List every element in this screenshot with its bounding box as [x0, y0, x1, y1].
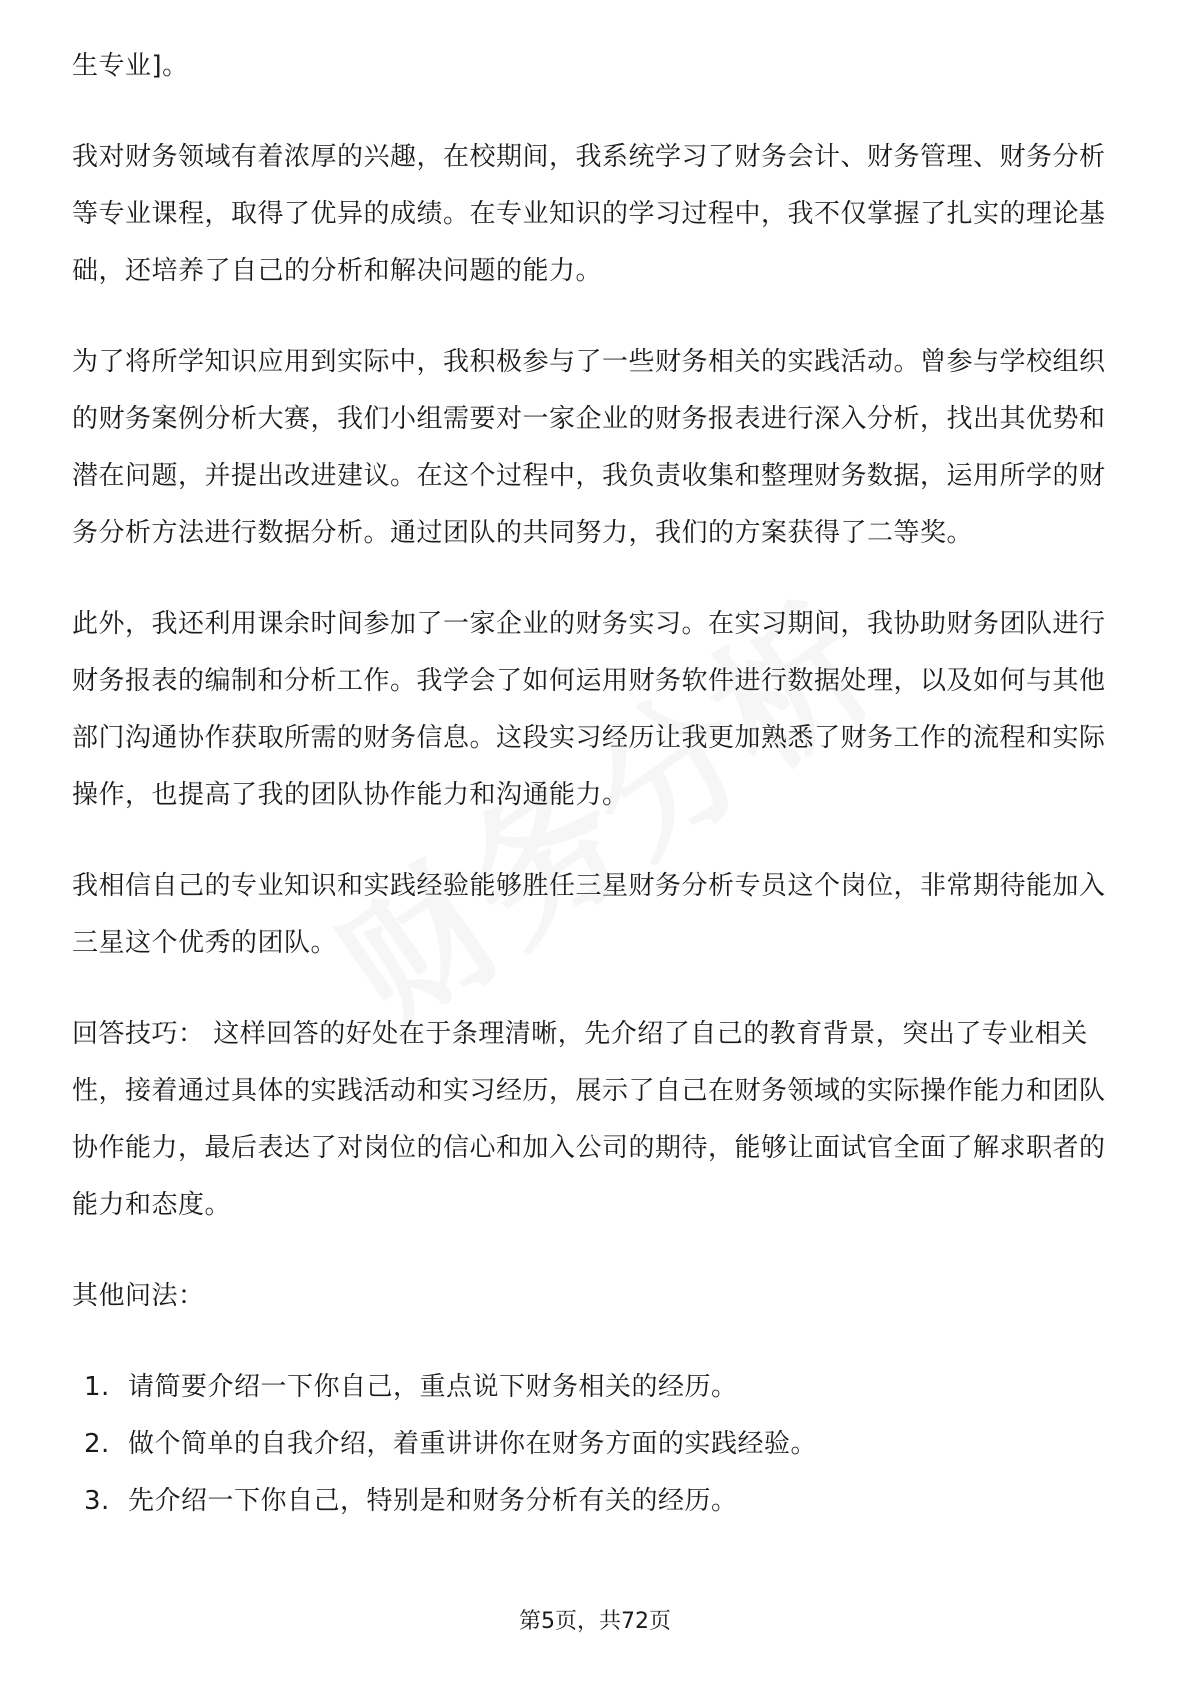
list-item-text: 做个简单的自我介绍，着重讲讲你在财务方面的实践经验。: [128, 1429, 818, 1459]
paragraph-other-questions-heading: 其他问法：: [72, 1281, 205, 1311]
list-item: [72, 1473, 1122, 1530]
list-item-number: 2.: [84, 1429, 110, 1459]
paragraph-answer-tips: 回答技巧： 这样回答的好处在于条理清晰，先介绍了自己的教育背景，突出了专业相关性，接着通过具体的实践活动和实习经历，展示了自己在财务领域的实际操作能力和团队协作能力，最后表达了对岗位的信心和加入公司的期待，能够让面试官全面了解求职者的能力和态度。: [72, 1019, 1106, 1220]
paragraph-practice: 为了将所学知识应用到实际中，我积极参与了一些财务相关的实践活动。曾参与学校组织的财务案例分析大赛，我们小组需要对一家企业的财务报表进行深入分析，找出其优势和潜在问题，并提出改进建议。在这个过程中，我负责收集和整理财务数据，运用所学的财务分析方法进行数据分析。通过团队的共同努力，我们的方案获得了二等奖。: [72, 347, 1106, 548]
paragraph-conclusion: 我相信自己的专业知识和实践经验能够胜任三星财务分析专员这个岗位，非常期待能加入三星这个优秀的团队。: [72, 871, 1106, 958]
alt-questions-list: [72, 1359, 1122, 1530]
list-item-text: 请简要介绍一下你自己，重点说下财务相关的经历。: [128, 1372, 738, 1402]
paragraph-internship: 此外，我还利用课余时间参加了一家企业的财务实习。在实习期间，我协助财务团队进行财务报表的编制和分析工作。我学会了如何运用财务软件进行数据处理，以及如何与其他部门沟通协作获取所需的财务信息。这段实习经历让我更加熟悉了财务工作的流程和实际操作，也提高了我的团队协作能力和沟通能力。: [72, 609, 1106, 810]
paragraph-interest: 我对财务领域有着浓厚的兴趣，在校期间，我系统学习了财务会计、财务管理、财务分析等专业课程，取得了优异的成绩。在专业知识的学习过程中，我不仅掌握了扎实的理论基础，还培养了自己的分析和解决问题的能力。: [72, 142, 1106, 286]
list-item-number: 3.: [84, 1486, 110, 1516]
page-number-footer: 第5页，共72页: [519, 1609, 671, 1634]
list-item: [72, 1416, 1122, 1473]
list-item-text: 先介绍一下你自己，特别是和财务分析有关的经历。: [128, 1486, 738, 1516]
paragraph-continuation: 生专业]。: [72, 51, 189, 81]
list-item-number: 1.: [84, 1372, 110, 1402]
document-body: [72, 38, 1122, 1530]
list-item: [72, 1359, 1122, 1416]
